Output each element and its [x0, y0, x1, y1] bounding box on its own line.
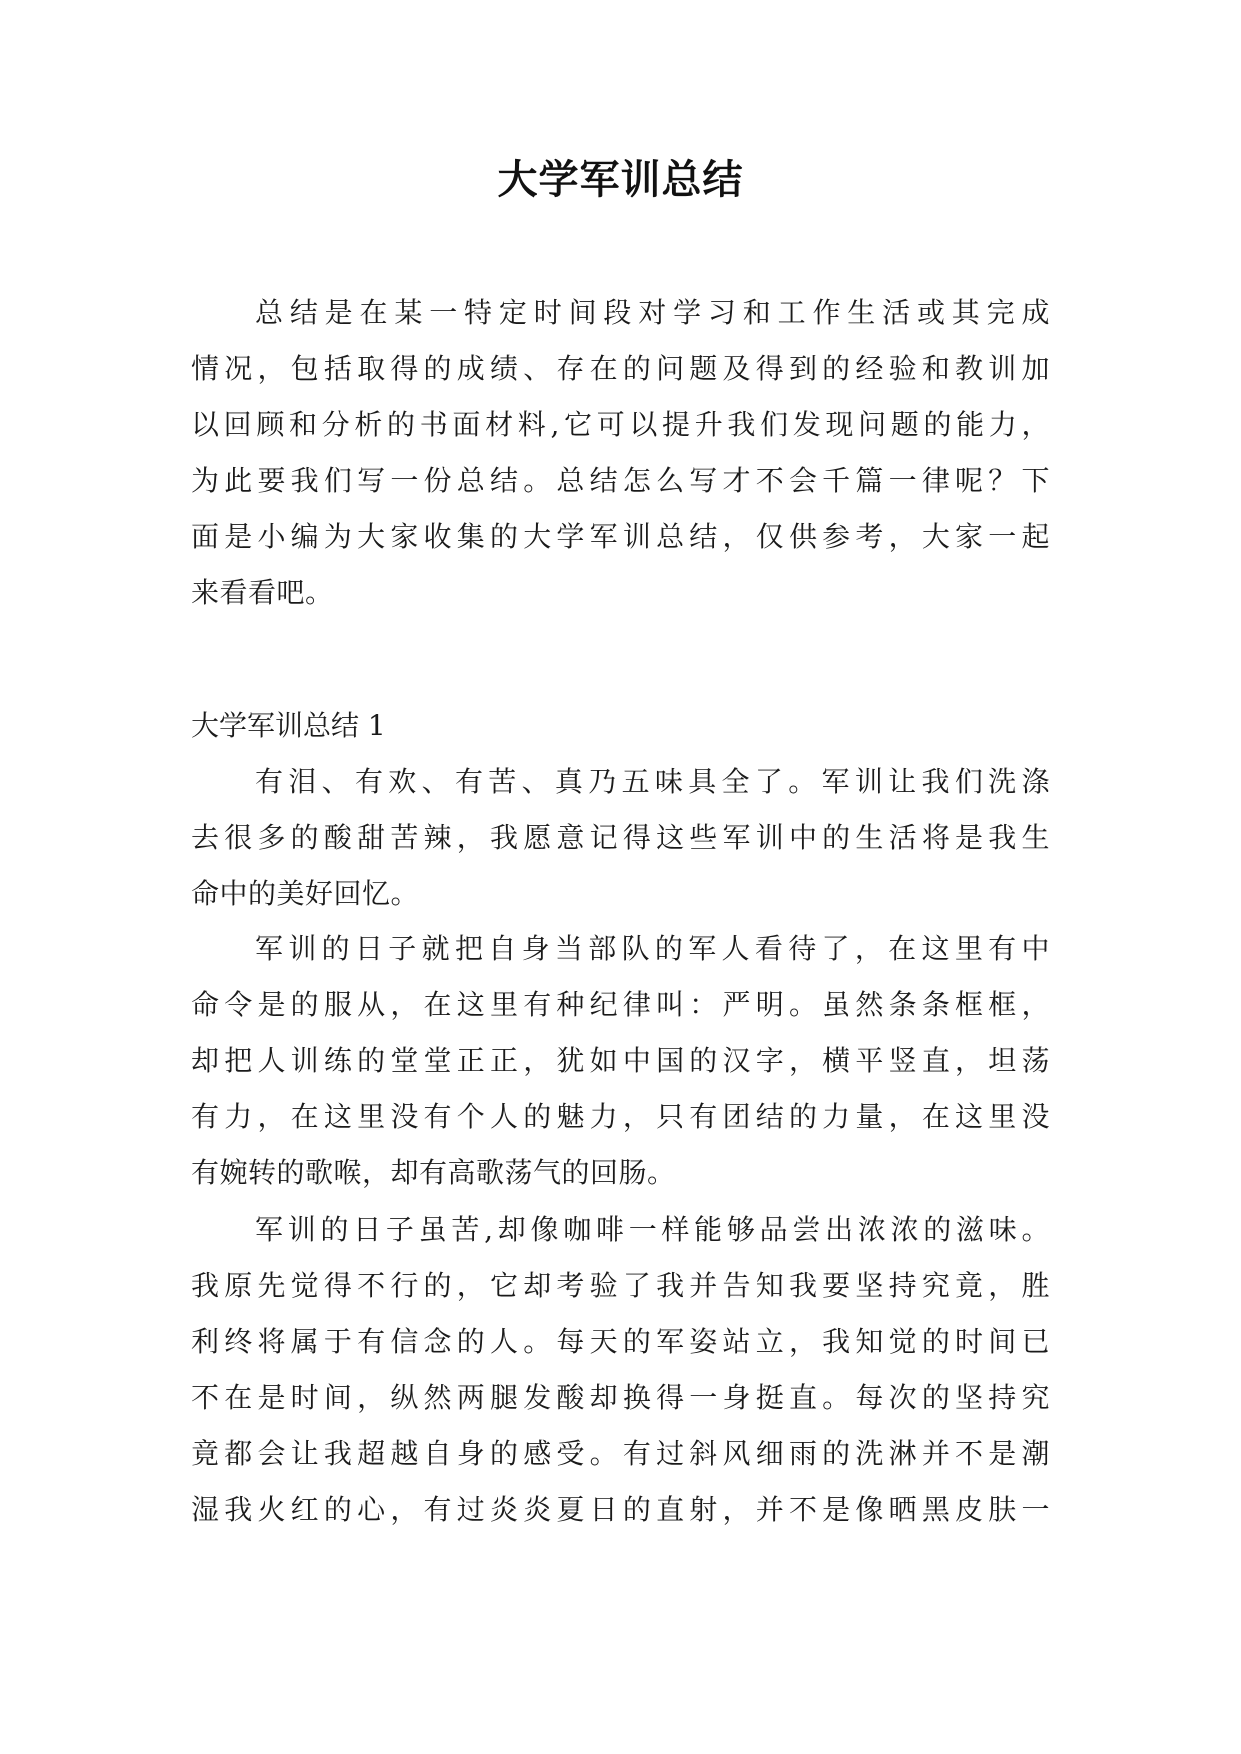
intro-line: 为此要我们写一份总结。总结怎么写才不会千篇一律呢？下	[191, 464, 1050, 497]
intro-line: 以回顾和分析的书面材料,它可以提升我们发现问题的能力，	[191, 408, 1050, 441]
paragraph-line: 军训的日子就把自身当部队的军人看待了，在这里有中	[255, 932, 1050, 965]
paragraph-line: 有泪、有欢、有苦、真乃五味具全了。军训让我们洗涤	[255, 765, 1050, 798]
intro-line: 来看看吧。	[191, 576, 334, 609]
paragraph-line: 竟都会让我超越自身的感受。有过斜风细雨的洗淋并不是潮	[191, 1437, 1050, 1470]
paragraph-line: 有力，在这里没有个人的魅力，只有团结的力量，在这里没	[191, 1100, 1050, 1133]
intro-line: 情况，包括取得的成绩、存在的问题及得到的经验和教训加	[191, 352, 1050, 385]
paragraph-line: 不在是时间，纵然两腿发酸却换得一身挺直。每次的坚持究	[191, 1381, 1050, 1414]
paragraph-line: 命令是的服从，在这里有种纪律叫：严明。虽然条条框框，	[191, 988, 1050, 1021]
paragraph-line: 湿我火红的心，有过炎炎夏日的直射，并不是像晒黑皮肤一	[191, 1493, 1050, 1526]
paragraph-line: 有婉转的歌喉，却有高歌荡气的回肠。	[191, 1156, 676, 1189]
paragraph-line: 命中的美好回忆。	[191, 877, 420, 910]
intro-paragraph	[191, 285, 1050, 621]
paragraph-line: 军训的日子虽苦,却像咖啡一样能够品尝出浓浓的滋味。	[255, 1213, 1050, 1246]
intro-line: 面是小编为大家收集的大学军训总结，仅供参考，大家一起	[191, 520, 1050, 553]
intro-line: 总结是在某一特定时间段对学习和工作生活或其完成	[255, 296, 1050, 329]
paragraph-line: 却把人训练的堂堂正正，犹如中国的汉字，横平竖直，坦荡	[191, 1044, 1050, 1077]
section-heading: 大学军训总结 1	[191, 709, 386, 742]
paragraph-2	[191, 921, 1050, 1201]
paragraph-line: 利终将属于有信念的人。每天的军姿站立，我知觉的时间已	[191, 1325, 1050, 1358]
paragraph-line: 我原先觉得不行的，它却考验了我并告知我要坚持究竟，胜	[191, 1269, 1050, 1302]
paragraph-line: 去很多的酸甜苦辣，我愿意记得这些军训中的生活将是我生	[191, 821, 1050, 854]
paragraph-1	[191, 754, 1050, 922]
document-title: 大学军训总结	[497, 157, 744, 203]
paragraph-3	[191, 1202, 1050, 1538]
